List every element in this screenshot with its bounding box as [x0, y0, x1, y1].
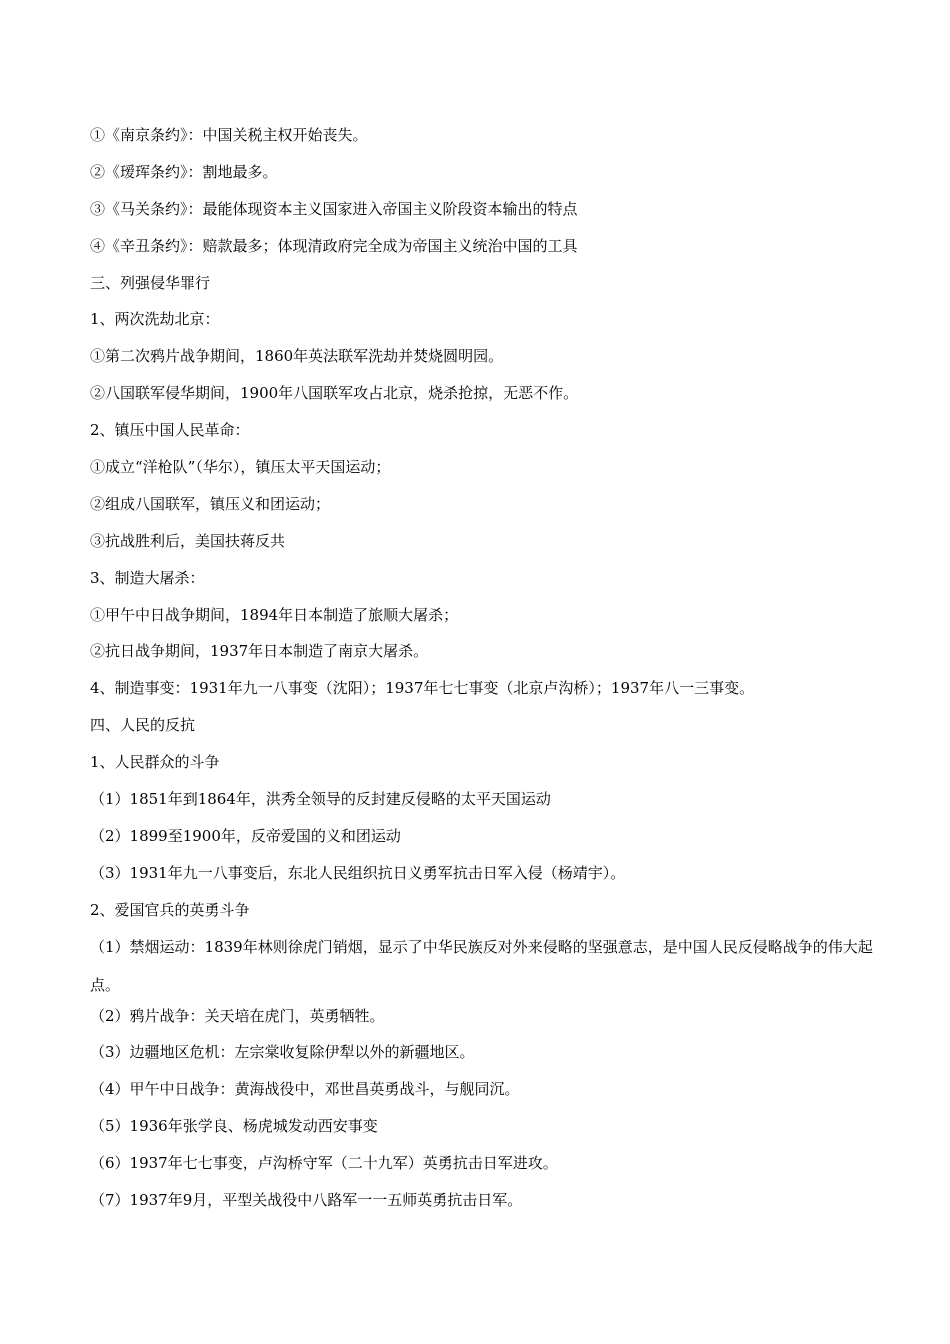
treaty-xinchou-line: ④《辛丑条约》：赔款最多；体现清政府完全成为帝国主义统治中国的工具: [90, 236, 578, 255]
treaty-aigun-line: ②《瑷珲条约》：割地最多。: [90, 162, 278, 181]
subheading-2: 2、镇压中国人民革命：: [90, 421, 250, 440]
list-item: （6）1937年七七事变，卢沟桥守军（二十九军）英勇抗击日军进攻。: [90, 1154, 558, 1173]
section-heading-3: 三、列强侵华罪行: [90, 273, 211, 292]
list-item: （2）1899至1900年，反帝爱国的义和团运动: [90, 826, 401, 845]
subheading-2: 2、爱国官兵的英勇斗争: [90, 900, 250, 919]
subheading-4: 4、制造事变：1931年九一八事变（沈阳）；1937年七七事变（北京卢沟桥）；1937年八一三事变。: [90, 679, 755, 698]
list-item: ②八国联军侵华期间，1900年八国联军攻占北京，烧杀抢掠，无恶不作。: [90, 384, 579, 403]
list-item-wrapped: （1）禁烟运动：1839年林则徐虎门销烟，显示了中华民族反对外来侵略的坚强意志，是中国人民反侵略战争的伟大起点。: [90, 937, 873, 994]
list-item: （4）甲午中日战争：黄海战役中，邓世昌英勇战斗，与舰同沉。: [90, 1080, 520, 1099]
list-item: （3）边疆地区危机：左宗棠收复除伊犁以外的新疆地区。: [90, 1043, 475, 1062]
list-item: （5）1936年张学良、杨虎城发动西安事变: [90, 1117, 378, 1136]
list-item: （3）1931年九一八事变后，东北人民组织抗日义勇军抗击日军入侵（杨靖宇）。: [90, 863, 626, 882]
list-item: ③抗战胜利后，美国扶蒋反共: [90, 531, 286, 550]
subheading-1: 1、人民群众的斗争: [90, 753, 220, 772]
subheading-3: 3、制造大屠杀：: [90, 568, 205, 587]
list-item: （1）1851年到1864年，洪秀全领导的反封建反侵略的太平天国运动: [90, 790, 551, 809]
list-item: ②组成八国联军，镇压义和团运动；: [90, 494, 331, 513]
treaty-nanjing-line: ①《南京条约》：中国关税主权开始丧失。: [90, 126, 368, 144]
treaty-shimonoseki-line: ③《马关条约》：最能体现资本主义国家进入帝国主义阶段资本输出的特点: [90, 199, 578, 218]
section-heading-4: 四、人民的反抗: [90, 716, 196, 735]
subheading-1: 1、两次洗劫北京：: [90, 310, 220, 329]
list-item: ①成立“洋枪队”（华尔），镇压太平天国运动；: [90, 458, 391, 477]
list-item: ②抗日战争期间，1937年日本制造了南京大屠杀。: [90, 642, 429, 661]
list-item: ①甲午中日战争期间，1894年日本制造了旅顺大屠杀；: [90, 605, 459, 624]
document-body: [90, 122, 880, 1224]
list-item: （7）1937年9月，平型关战役中八路军一一五师英勇抗击日军。: [90, 1191, 523, 1210]
list-item: （2）鸦片战争：关天培在虎门，英勇牺牲。: [90, 1006, 385, 1025]
list-item: ①第二次鸦片战争期间，1860年英法联军洗劫并焚烧圆明园。: [90, 347, 504, 366]
